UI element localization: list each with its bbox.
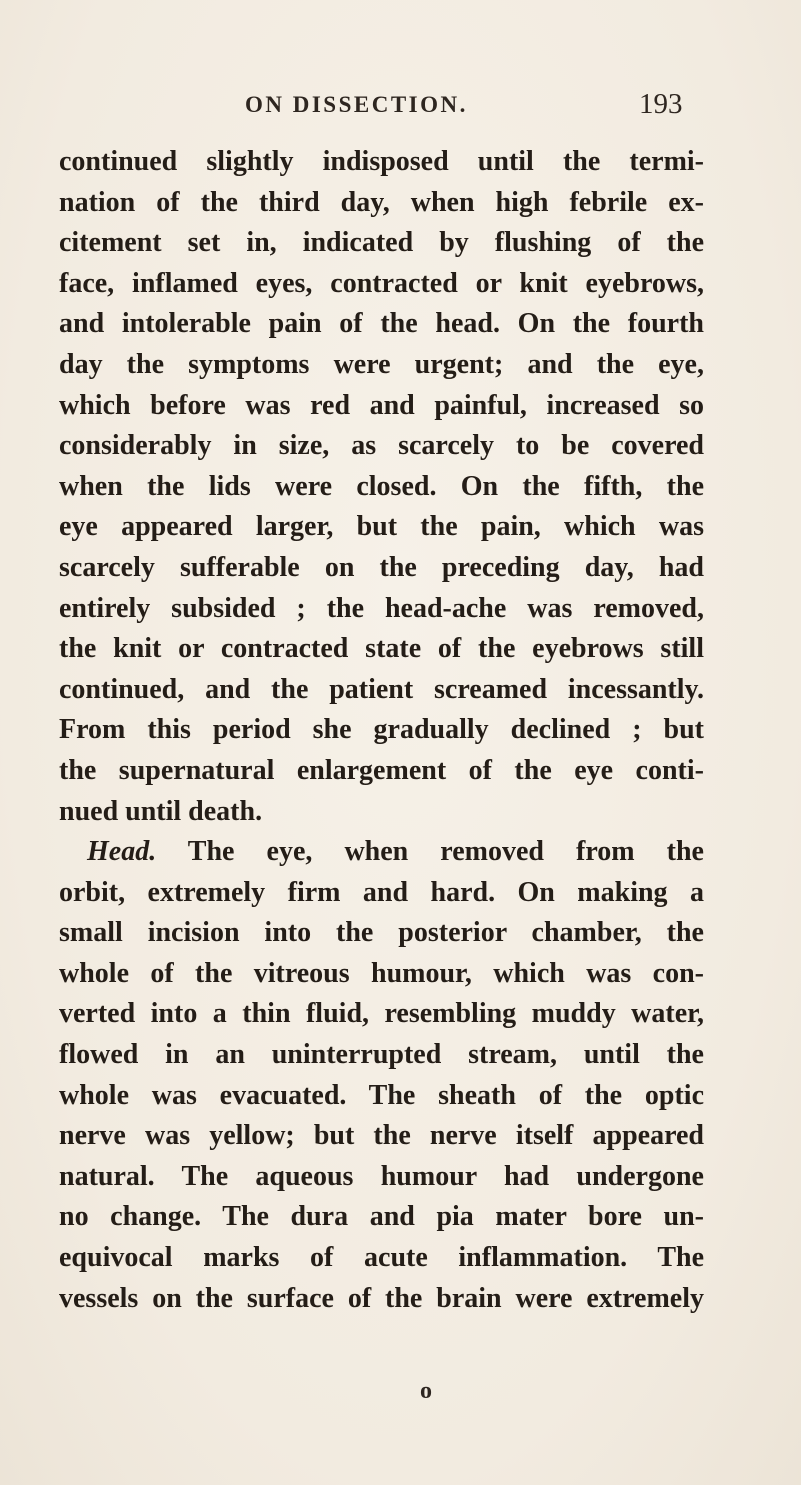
text-line: small incision into the posterior chamber, the: [59, 917, 704, 949]
text-line: continued, and the patient screamed incessantly.: [59, 673, 704, 705]
text-line: nued until death.: [59, 795, 263, 827]
text-line: orbit, extremely firm and hard. On making a: [59, 876, 704, 908]
text-line: no change. The dura and pia mater bore un-: [59, 1201, 704, 1233]
text-line: entirely subsided ; the head-ache was removed,: [59, 592, 704, 624]
text-line: nation of the third day, when high febrile ex-: [59, 186, 704, 218]
page-number: 193: [639, 88, 683, 120]
text-line: whole was evacuated. The sheath of the optic: [59, 1079, 704, 1111]
text-line: equivocal marks of acute inflammation. The: [59, 1242, 704, 1274]
text-line: verted into a thin fluid, resembling muddy water,: [59, 998, 704, 1030]
signature-mark: o: [420, 1378, 432, 1404]
text-line: scarcely sufferable on the preceding day, had: [59, 551, 704, 583]
text-line: considerably in size, as scarcely to be covered: [59, 430, 704, 462]
section-first-line: [59, 832, 704, 873]
section-label: Head.: [87, 836, 157, 868]
text-line: From this period she gradually declined ; but: [59, 714, 704, 746]
text-line: natural. The aqueous humour had undergone: [59, 1160, 704, 1192]
text-line: day the symptoms were urgent; and the eye,: [59, 348, 704, 380]
text-line: whole of the vitreous humour, which was con-: [59, 957, 704, 989]
body-text: [59, 142, 704, 1319]
text-line: and intolerable pain of the head. On the fourth: [59, 308, 704, 340]
text-line: which before was red and painful, increased so: [59, 389, 704, 421]
text-line: the supernatural enlargement of the eye conti-: [59, 754, 704, 786]
text-line: vessels on the surface of the brain were extremely: [59, 1282, 704, 1314]
text-line: flowed in an uninterrupted stream, until the: [59, 1039, 704, 1071]
running-title: ON DISSECTION.: [245, 92, 468, 117]
text-line: continued slightly indisposed until the termi-: [59, 146, 704, 177]
section-first-line-text: The eye, when removed from the: [187, 836, 704, 868]
text-line: citement set in, indicated by flushing of the: [59, 227, 704, 259]
text-line: the knit or contracted state of the eyebrows still: [59, 633, 704, 665]
text-line: eye appeared larger, but the pain, which was: [59, 511, 704, 543]
text-line: when the lids were closed. On the fifth, the: [59, 470, 704, 502]
text-line: nerve was yellow; but the nerve itself appeared: [59, 1120, 704, 1152]
running-head: [0, 90, 801, 130]
text-line: face, inflamed eyes, contracted or knit eyebrows,: [59, 267, 704, 299]
